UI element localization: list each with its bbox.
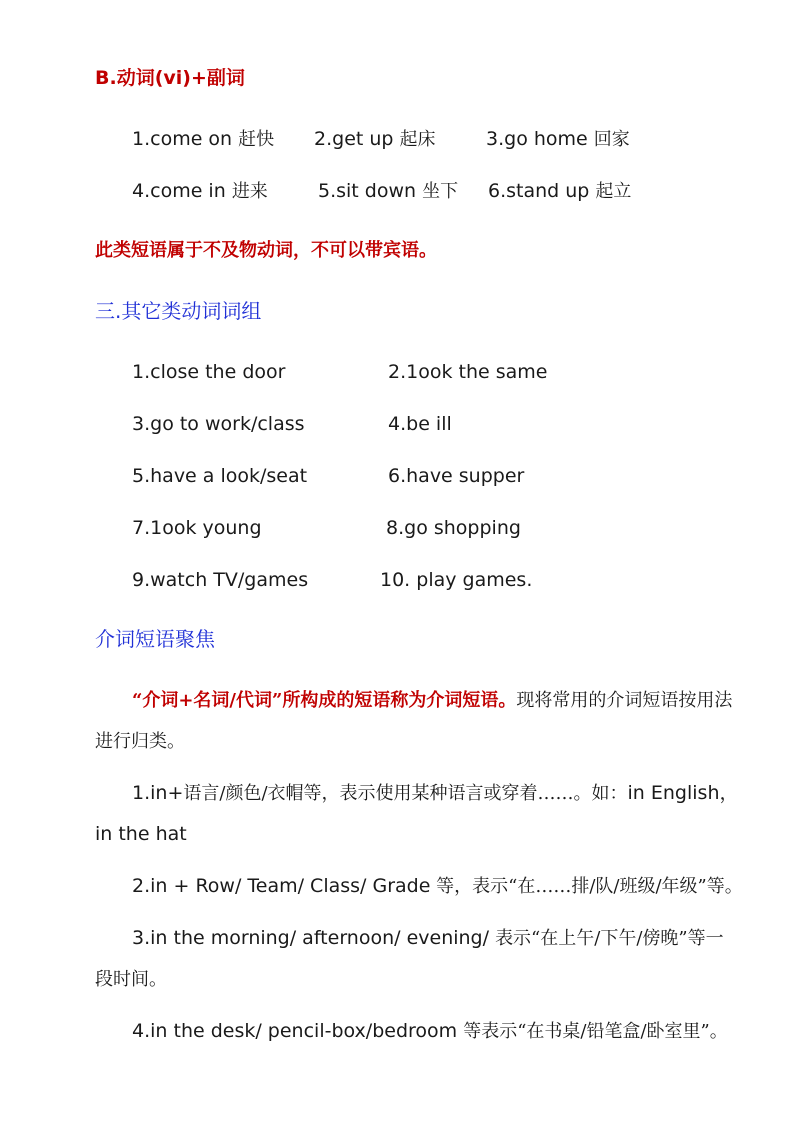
prep-item: 4.in the desk/ pencil-box/bedroom 等表示“在书桌/铅笔盒/卧室里”。	[132, 1020, 728, 1042]
intro-paragraph	[95, 680, 740, 762]
prep-item: 2.in + Row/ Team/ Class/ Grade 等，表示“在……排/队/班级/年级”等。	[132, 875, 743, 897]
phrase-item: 6.stand up 起立	[488, 180, 632, 202]
phrase-item: 10. play games.	[380, 569, 533, 591]
prep-item: 3.in the morning/ afternoon/ evening/ 表示“在上午/下午/傍晚”等一段时间。	[95, 927, 724, 990]
phrase-item: 1.come on 赶快	[132, 128, 275, 150]
intro-bold-text: “介词+名词/代词”所构成的短语称为介词短语。	[132, 690, 517, 711]
phrase-item: 1.close the door	[132, 361, 286, 383]
phrase-item: 4.be ill	[388, 413, 452, 435]
phrase-item: 9.watch TV/games	[132, 569, 309, 591]
intro-rest-text: 现将常用的介词短语按用法进行归类。	[95, 690, 733, 752]
phrase-item: 3.go to work/class	[132, 413, 305, 435]
section-b-note: 此类短语属于不及物动词，不可以带宾语。	[95, 240, 437, 261]
section-3-heading: 三.其它类动词词组	[95, 299, 262, 323]
phrase-item: 5.sit down 坐下	[318, 180, 459, 202]
phrase-item: 5.have a look/seat	[132, 465, 308, 487]
phrase-item: 2.get up 起床	[314, 128, 436, 150]
phrase-item: 2.1ook the same	[388, 361, 548, 383]
prep-item: 1.in+语言/颜色/衣帽等，表示使用某种语言或穿着……。如：in English，in the hat	[95, 782, 739, 845]
phrase-item: 8.go shopping	[386, 517, 521, 539]
section-b-heading: B.动词(vi)+副词	[95, 67, 245, 89]
section-prep-heading: 介词短语聚焦	[95, 627, 215, 651]
phrase-item: 7.1ook young	[132, 517, 262, 539]
phrase-item: 6.have supper	[388, 465, 525, 487]
phrase-item: 4.come in 进来	[132, 180, 268, 202]
phrase-item: 3.go home 回家	[486, 128, 630, 150]
